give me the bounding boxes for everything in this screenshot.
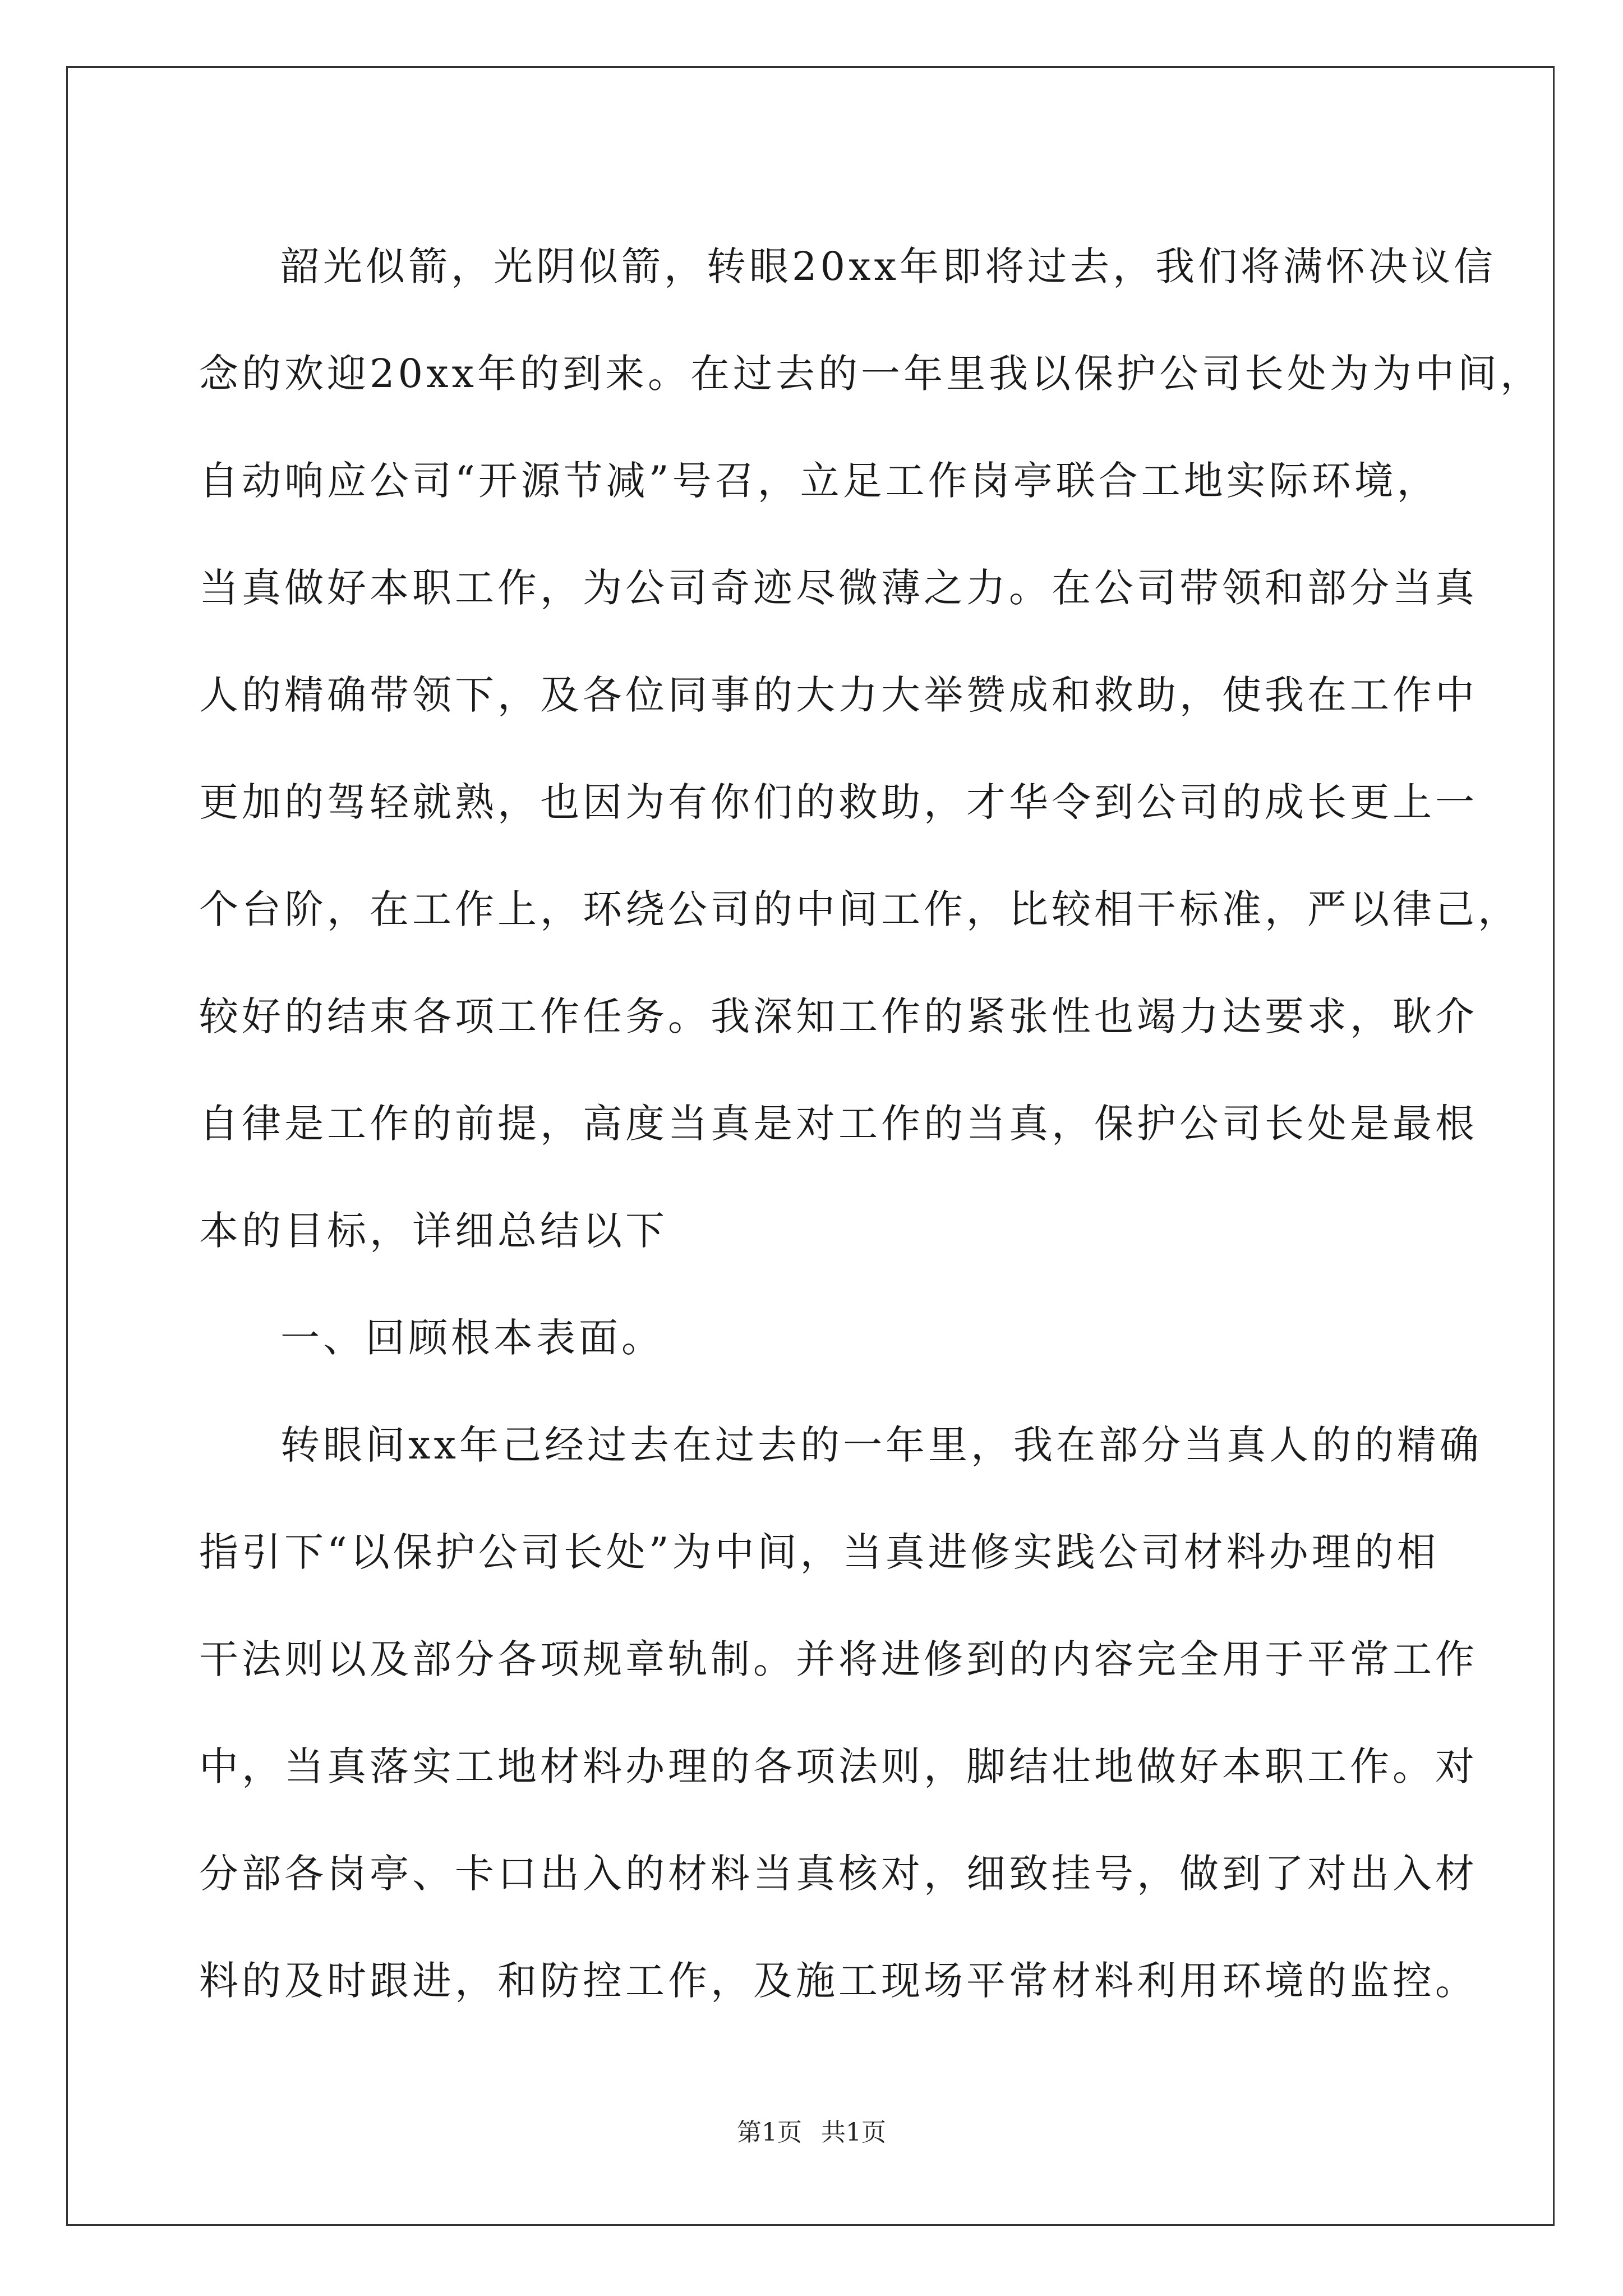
text-line: 本的目标，详细总结以下	[199, 1208, 668, 1254]
text-line: 自动响应公司“开源节减”号召，立足工作岗亭联合工地实际环境，	[199, 458, 1440, 504]
text-line: 较好的结束各项工作任务。我深知工作的紧张性也竭力达要求，耿介	[199, 993, 1478, 1039]
page-footer	[0, 2116, 1623, 2150]
text-line: 料的及时跟进，和防控工作，及施工现场平常材料利用环境的监控。	[199, 1958, 1478, 2004]
text-line: 转眼间xx年己经过去在过去的一年里，我在部分当真人的的精确	[280, 1422, 1482, 1468]
page-number: 第1页	[737, 2118, 802, 2147]
text-line: 指引下“以保护公司长处”为中间，当真进修实践公司材料办理的相	[199, 1529, 1440, 1575]
text-line: 人的精确带领下，及各位同事的大力大举赞成和救助，使我在工作中	[199, 672, 1478, 718]
text-line: 当真做好本职工作，为公司奇迹尽微薄之力。在公司带领和部分当真	[199, 565, 1478, 611]
text-line: 念的欢迎20xx年的到来。在过去的一年里我以保护公司长处为为中间，	[199, 351, 1543, 397]
text-line: 干法则以及部分各项规章轨制。并将进修到的内容完全用于平常工作	[199, 1636, 1478, 1682]
text-line: 分部各岗亭、卡口出入的材料当真核对，细致挂号，做到了对出入材	[199, 1851, 1478, 1897]
page-total: 共1页	[821, 2118, 886, 2147]
text-line: 个台阶，在工作上，环绕公司的中间工作，比较相干标准，严以律己，	[199, 886, 1520, 932]
section-heading	[199, 1285, 1506, 1392]
text-line: 韶光似箭，光阴似箭，转眼20xx年即将过去，我们将满怀决议信	[280, 243, 1497, 289]
text-line: 自律是工作的前提，高度当真是对工作的当真，保护公司长处是最根	[199, 1101, 1478, 1147]
paragraph	[199, 213, 1543, 1285]
text-line: 一、回顾根本表面。	[280, 1315, 664, 1361]
text-line: 更加的驾轻就熟，也因为有你们的救助，才华令到公司的成长更上一	[199, 779, 1478, 825]
paragraph	[199, 1392, 1506, 2035]
document-body	[199, 213, 1543, 2035]
text-line: 中，当真落实工地材料办理的各项法则，脚结壮地做好本职工作。对	[199, 1743, 1478, 1789]
